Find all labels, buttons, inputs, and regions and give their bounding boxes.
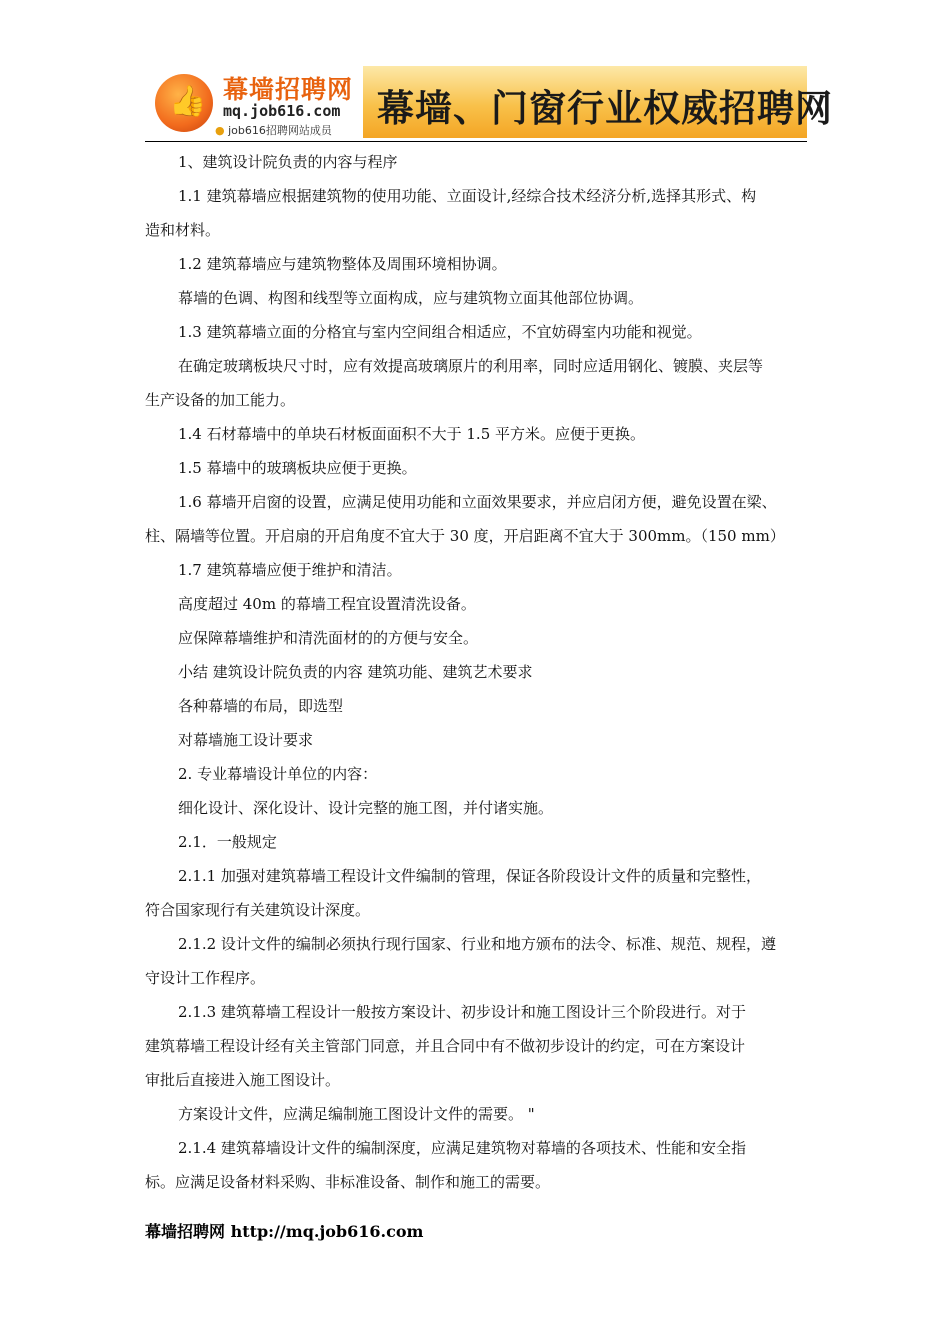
logo-member-text: job616招聘网站成员 [228,124,332,137]
logo-member-line [215,122,332,138]
paragraph-line: 1.4 石材幕墙中的单块石材板面面积不大于 1.5 平方米。应便于更换。 [178,425,646,443]
paragraph-line: 1.1 建筑幕墙应根据建筑物的使用功能、立面设计,经综合技术经济分析,选择其形式、构 [178,187,757,205]
paragraph-line: 幕墙的色调、构图和线型等立面构成，应与建筑物立面其他部位协调。 [178,289,644,307]
paragraph-line: 2. 专业幕墙设计单位的内容： [178,765,378,783]
page-header [145,66,833,142]
site-logo[interactable] [145,66,360,140]
paragraph-line: 符合国家现行有关建筑设计深度。 [145,901,371,919]
logo-url: mq.job616.com [223,102,341,120]
paragraph-line: 1.2 建筑幕墙应与建筑物整体及周围环境相协调。 [178,255,507,273]
lightbulb-icon: ● [215,124,225,137]
paragraph-line: 1、建筑设计院负责的内容与程序 [178,153,398,171]
paragraph-line: 建筑幕墙工程设计经有关主管部门同意，并且合同中有不做初步设计的约定，可在方案设计 [145,1037,746,1055]
paragraph-line: 各种幕墙的布局，即选型 [178,697,344,715]
banner-slogan: 幕墙、门窗行业权威招聘网 [377,87,833,130]
document-body [145,145,815,1199]
paragraph-line: 1.3 建筑幕墙立面的分格宜与室内空间组合相适应，不宜妨碍室内功能和视觉。 [178,323,702,341]
paragraph-line: 细化设计、深化设计、设计完整的施工图，并付诸实施。 [178,799,554,817]
paragraph-line: 标。应满足设备材料采购、非标准设备、制作和施工的需要。 [145,1173,551,1191]
paragraph-line: 柱、隔墙等位置。开启扇的开启角度不宜大于 30 度，开启距离不宜大于 300mm。（150 mm） [145,527,785,545]
paragraph-line: 在确定玻璃板块尺寸时，应有效提高玻璃原片的利用率，同时应适用钢化、镀膜、夹层等 [178,357,764,375]
paragraph-line: 1.6 幕墙开启窗的设置，应满足使用功能和立面效果要求，并应启闭方便，避免设置在梁、 [178,493,777,511]
paragraph-line: 审批后直接进入施工图设计。 [145,1071,341,1089]
logo-title: 幕墙招聘网 [223,75,354,104]
paragraph-line: 2.1.1 加强对建筑幕墙工程设计文件编制的管理，保证各阶段设计文件的质量和完整性， [178,867,761,885]
paragraph-line: 高度超过 40m 的幕墙工程宜设置清洗设备。 [178,595,476,613]
paragraph-line: 1.7 建筑幕墙应便于维护和清洁。 [178,561,402,579]
paragraph-line: 2.1．一般规定 [178,833,277,851]
paragraph-line: 造和材料。 [145,221,221,239]
paragraph-line: 对幕墙施工设计要求 [178,731,314,749]
paragraph-line: 小结 建筑设计院负责的内容 建筑功能、建筑艺术要求 [178,663,533,681]
paragraph-line: 应保障幕墙维护和清洗面材的的方便与安全。 [178,629,479,647]
thumbs-up-icon: 👍 [169,84,207,119]
paragraph-line: 守设计工作程序。 [145,969,266,987]
paragraph-line: 2.1.2 设计文件的编制必须执行现行国家、行业和地方颁布的法令、标准、规范、规程，遵 [178,935,776,953]
paragraph-line: 2.1.4 建筑幕墙设计文件的编制深度，应满足建筑物对幕墙的各项技术、性能和安全指 [178,1139,746,1157]
paragraph-line: 1.5 幕墙中的玻璃板块应便于更换。 [178,459,417,477]
page-footer: 幕墙招聘网 http://mq.job616.com [145,1222,424,1241]
paragraph-line: 方案设计文件，应满足编制施工图设计文件的需要。 " [178,1105,535,1123]
paragraph-line: 生产设备的加工能力。 [145,391,296,409]
header-divider [145,141,807,142]
header-banner [363,66,833,138]
paragraph-line: 2.1.3 建筑幕墙工程设计一般按方案设计、初步设计和施工图设计三个阶段进行。对于 [178,1003,746,1021]
